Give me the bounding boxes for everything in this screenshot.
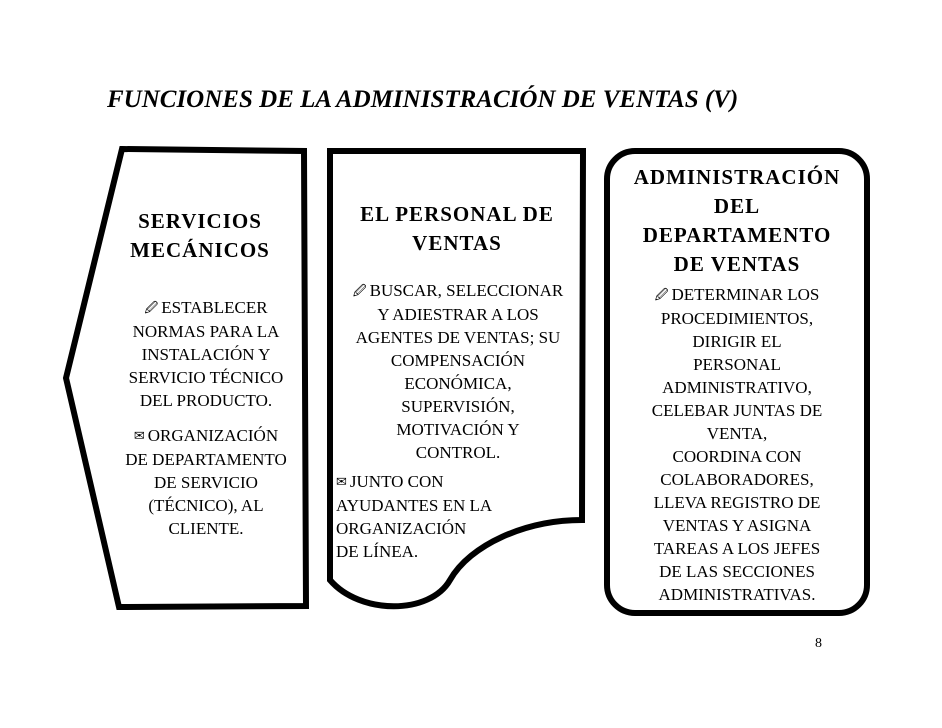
box-administracion-item-1: 🖉︎ DETERMINAR LOS PROCEDIMIENTOS, DIRIGIR EL PERSONAL ADMINISTRATIVO, CELEBAR JUNTAS DE VENTA, COORDINA CON COLABORADORES, LLEVA REGISTRO DE VENTAS Y ASIGNA TAREAS A LOS JEFES DE LAS SECCIONES ADMINISTRATIVAS. (651, 285, 823, 604)
box-personal-heading: EL PERSONAL DE VENTAS (360, 202, 554, 255)
bullet-m-icon: ✉︎ (336, 474, 347, 489)
box-personal-item-1: 🖉︎ BUSCAR, SELECCIONAR Y ADIESTRAR A LOS AGENTES DE VENTAS; SU COMPENSACIÓN ECONÓMICA, SUPERVISIÓN, MOTIVACIÓN Y CONTROL. (352, 281, 564, 462)
box-servicios-item-2: ✉︎ ORGANIZACIÓN DE DEPARTAMENTO DE SERVICIO (TÉCNICO), AL CLIENTE. (125, 426, 287, 538)
bullet-c-icon: 🖉︎ (352, 283, 367, 298)
box-servicios-item-1: 🖉︎ ESTABLECER NORMAS PARA LA INSTALACIÓN Y SERVICIO TÉCNICO DEL PRODUCTO. (128, 298, 284, 410)
bullet-c-icon: 🖉︎ (144, 300, 159, 315)
page-number: 8 (815, 636, 822, 651)
bullet-c-icon: 🖉︎ (654, 287, 669, 302)
box-servicios-heading: SERVICIOS MECÁNICOS (130, 209, 270, 262)
box-personal-item-2: ✉︎ JUNTO CON AYUDANTES EN LA ORGANIZACIÓN DE LÍNEA. (336, 472, 493, 561)
bullet-m-icon: ✉︎ (133, 428, 145, 443)
page-title: FUNCIONES DE LA ADMINISTRACIÓN DE VENTAS (V) (107, 86, 739, 113)
box-administracion-heading: ADMINISTRACIÓN DEL DEPARTAMENTO DE VENTAS (633, 165, 841, 276)
